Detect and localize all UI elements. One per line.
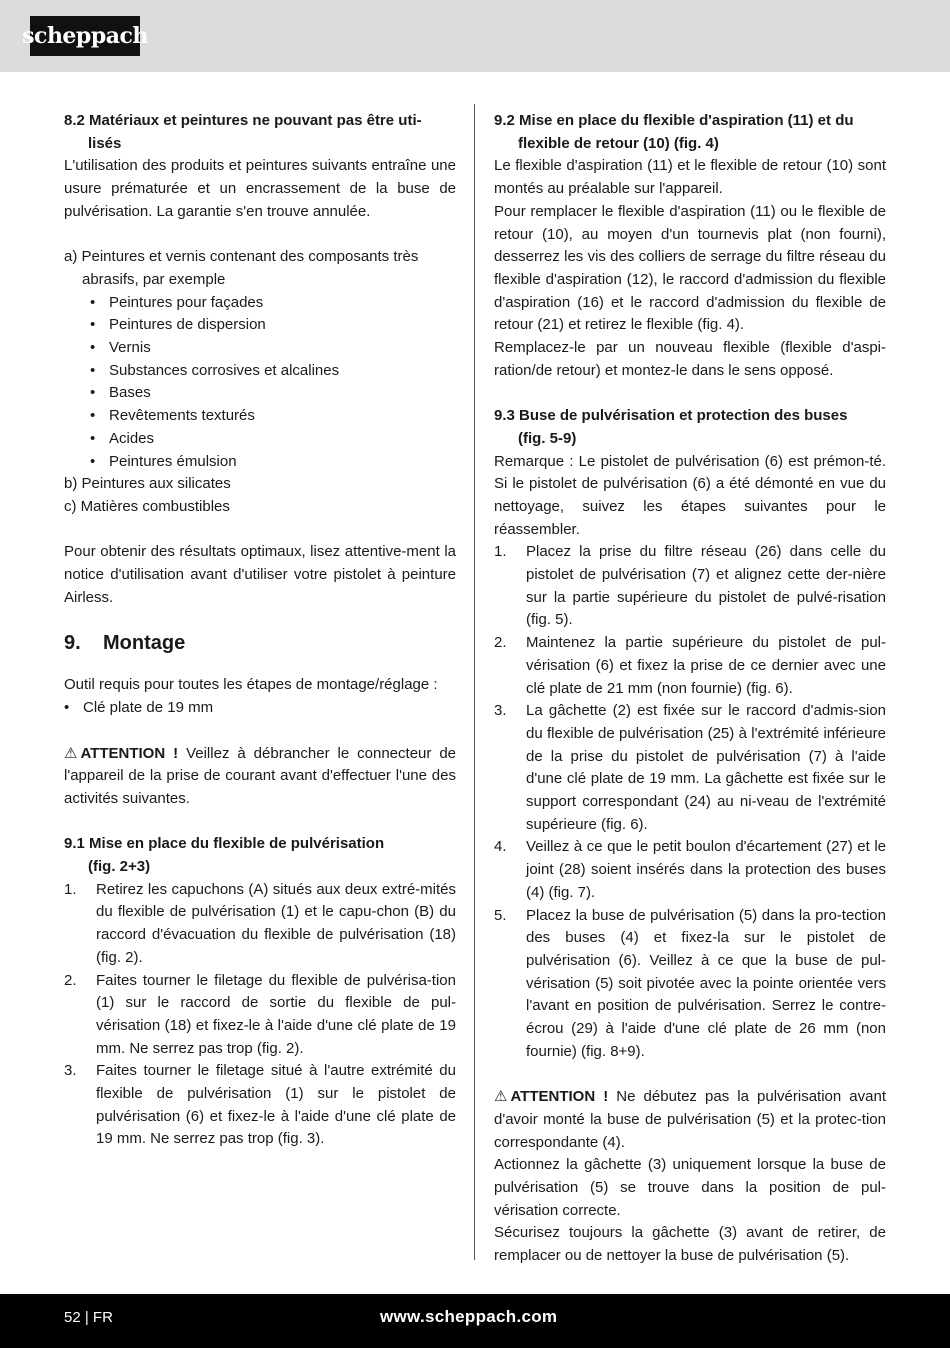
bullet-item: • Peintures émulsion <box>64 451 456 474</box>
bullet-item: • Vernis <box>64 337 456 360</box>
bullet-item: • Clé plate de 19 mm <box>64 697 456 720</box>
paragraph: L'utilisation des produits et peintures suivants entraîne une usure prématurée et un encrassement de la buse de pulvérisation. La garantie s'en trouve annulée. <box>64 157 456 220</box>
paragraph: Remplacez-le par un nouveau flexible (flexible d'aspi-ration/de retour) et montez-le dans le sens opposé. <box>494 339 886 379</box>
bullet-item: • Substances corrosives et alcalines <box>64 360 456 383</box>
step-text: Placez la prise du filtre réseau (26) dans celle du pistolet de pulvérisation (7) et alignez cette der-nière sur la partie supérieure du pistolet de pulvé-risation (fig. 5). <box>526 543 886 629</box>
subsection-title: Mise en place du flexible d'aspiration (11) et du <box>519 112 854 129</box>
warning-triangle-icon: ⚠ <box>494 1088 508 1106</box>
subsection-9-3-heading <box>494 405 886 450</box>
list-item-c: c) Matières combustibles <box>64 497 230 515</box>
step-text: La gâchette (2) est fixée sur le raccord d'admis-sion du flexible de pulvérisation (25) à l'extrémité inférieure de la prise du pistolet de pulvérisation (7) à l'aide d'une clé plate de 19 mm. La gâchette est fixée sur le support correspondant (24) au ni-veau de l'extrémité supérieure (fig. 6). <box>526 702 886 833</box>
subsection-title-cont: (fig. 2+3) <box>88 858 151 876</box>
subsection-title-cont: (fig. 5-9) <box>518 429 577 447</box>
list-item-b: b) Peintures aux silicates <box>64 475 231 493</box>
subsection-9-1-heading <box>64 833 456 878</box>
right-column <box>494 110 886 1268</box>
paragraph: Le flexible d'aspiration (11) et le flexible de retour (10) sont montés au préalable sur l'appareil. <box>494 157 886 198</box>
paragraph: Pour obtenir des résultats optimaux, lisez attentive-ment la notice d'utilisation avant d'utiliser votre pistolet à peinture Airless. <box>64 543 456 606</box>
step-item <box>494 836 886 904</box>
bullet-item: • Peintures pour façades <box>64 292 456 315</box>
step-text: Veillez à ce que le petit boulon d'écartement (27) et le joint (28) soient insérés dans la protection des buses (4) (fig. 7). <box>526 838 886 901</box>
subsection-number: 9.2 <box>494 112 515 129</box>
step-number: 2. <box>64 971 77 989</box>
step-number: 5. <box>494 906 507 924</box>
tools-list <box>64 697 456 720</box>
paragraph: Actionnez la gâchette (3) uniquement lorsque la buse de pulvérisation (5) se trouve dans la position de pul-vérisation correcte. <box>494 1156 886 1219</box>
left-column <box>64 110 456 1151</box>
step-number: 3. <box>64 1062 77 1080</box>
warning-label: ATTENTION ! <box>510 1088 609 1106</box>
subsection-number: 9.3 <box>494 407 515 425</box>
step-item <box>494 632 886 700</box>
list-item-a <box>64 246 456 473</box>
step-item <box>64 1060 456 1151</box>
step-number: 3. <box>494 702 507 720</box>
step-text: Placez la buse de pulvérisation (5) dans la pro-tection des buses (4) et fixez-la sur le pistolet de pulvérisation (6). Veillez à ce que la buse de pul-vérisation (5) soit pivotée avec la pointe orientée vers l'avant en position de pulvérisation. Serrez le contre-écrou (29) à l'aide d'une clé plate de 26 mm (non fournie) (fig. 8+9). <box>526 906 886 1060</box>
bullet-item: • Bases <box>64 382 456 405</box>
step-item <box>64 879 456 970</box>
section-title: Montage <box>103 632 186 655</box>
step-text: Maintenez la partie supérieure du pistolet de pul-vérisation (6) et fixez la prise de ce dernier avec une clé plate de 21 mm (non fournie) (fig. 6). <box>526 634 886 697</box>
paragraph: Outil requis pour toutes les étapes de montage/réglage : <box>64 676 438 694</box>
scheppach-logo: scheppach <box>30 16 140 56</box>
bullet-item: • Revêtements texturés <box>64 405 456 428</box>
warning-triangle-icon: ⚠ <box>64 744 78 762</box>
paragraph: Sécurisez toujours la gâchette (3) avant de retirer, de remplacer ou de nettoyer la buse de pulvérisation (5). <box>494 1224 886 1265</box>
website-link[interactable]: www.scheppach.com <box>380 1307 558 1326</box>
subsection-title-cont: flexible de retour (10) (fig. 4) <box>518 134 719 152</box>
bullet-item: • Acides <box>64 428 456 451</box>
step-item <box>494 905 886 1064</box>
warning-label: ATTENTION ! <box>80 744 179 762</box>
page-number: 52 | FR <box>64 1309 113 1326</box>
step-item <box>64 970 456 1061</box>
step-text: Faites tourner le filetage situé à l'autre extrémité du flexible de pulvérisation (1) sur le pistolet de pulvérisation (6) et fixez-le à l'aide d'une clé plate de 19 mm. Ne serrez pas trop (fig. 3). <box>96 1062 456 1148</box>
bullet-list <box>64 292 456 474</box>
subsection-title: Matériaux et peintures ne pouvant pas être uti- <box>89 112 422 129</box>
warning-text: Ne débutez pas la pulvérisation avant d'avoir monté la buse de pulvérisation (5) et la protec-tion correspondante (4). <box>494 1088 886 1151</box>
step-number: 4. <box>494 838 507 856</box>
list-item-text: a) Peintures et vernis contenant des composants très abrasifs, par exemple <box>64 248 419 288</box>
subsection-number: 8.2 <box>64 112 85 129</box>
subsection-number: 9.1 <box>64 835 85 853</box>
subsection-9-2-heading <box>494 110 886 155</box>
warning-text: Veillez à débrancher le connecteur de l'appareil de la prise de courant avant d'effectuer l'une des activités suivantes. <box>64 744 457 807</box>
section-number: 9. <box>64 632 81 655</box>
step-number: 1. <box>494 543 507 561</box>
step-text: Faites tourner le filetage du flexible de pulvérisa-tion (1) sur le raccord de sortie du flexible de pul-vérisation (18) et fixez-le à l'aide d'une clé plate de 19 mm. Ne serrez pas trop (fig. 2). <box>96 971 456 1057</box>
step-number: 1. <box>64 880 77 898</box>
section-9-heading <box>64 628 456 658</box>
warning-notice <box>64 743 456 811</box>
materials-list <box>64 246 456 518</box>
step-item <box>494 700 886 836</box>
numbered-steps <box>494 541 886 1063</box>
subsection-8-2-heading <box>64 110 456 155</box>
step-item <box>494 541 886 632</box>
subsection-title: Mise en place du flexible de pulvérisation <box>89 835 385 853</box>
column-divider <box>474 104 475 1260</box>
header-band <box>0 0 950 72</box>
paragraph: Remarque : Le pistolet de pulvérisation (6) est prémon-té. Si le pistolet de pulvérisation (6) a été démonté en vue du nettoyage, suivez les étapes suivantes pour le réassembler. <box>494 452 886 538</box>
warning-notice <box>494 1086 886 1154</box>
paragraph: Pour remplacer le flexible d'aspiration (11) ou le flexible de retour (10), au moyen d'un tournevis plat (non fourni), desserrez les vis des colliers de serrage du filtre réseau du flexible d'aspiration (12), le raccord d'admission du flexible d'aspiration (16) et le raccord d'admission du flexible de retour (21) et retirez le flexible (fig. 4). <box>494 202 886 334</box>
subsection-title: Buse de pulvérisation et protection des buses <box>519 407 848 425</box>
subsection-title-cont: lisés <box>88 134 122 152</box>
step-number: 2. <box>494 634 507 652</box>
step-text: Retirez les capuchons (A) situés aux deux extré-mités du flexible de pulvérisation (1) et le capu-chon (B) du raccord d'évacuation du flexible de pulvérisation (18) (fig. 2). <box>96 880 456 966</box>
bullet-item: • Peintures de dispersion <box>64 314 456 337</box>
numbered-steps <box>64 879 456 1151</box>
